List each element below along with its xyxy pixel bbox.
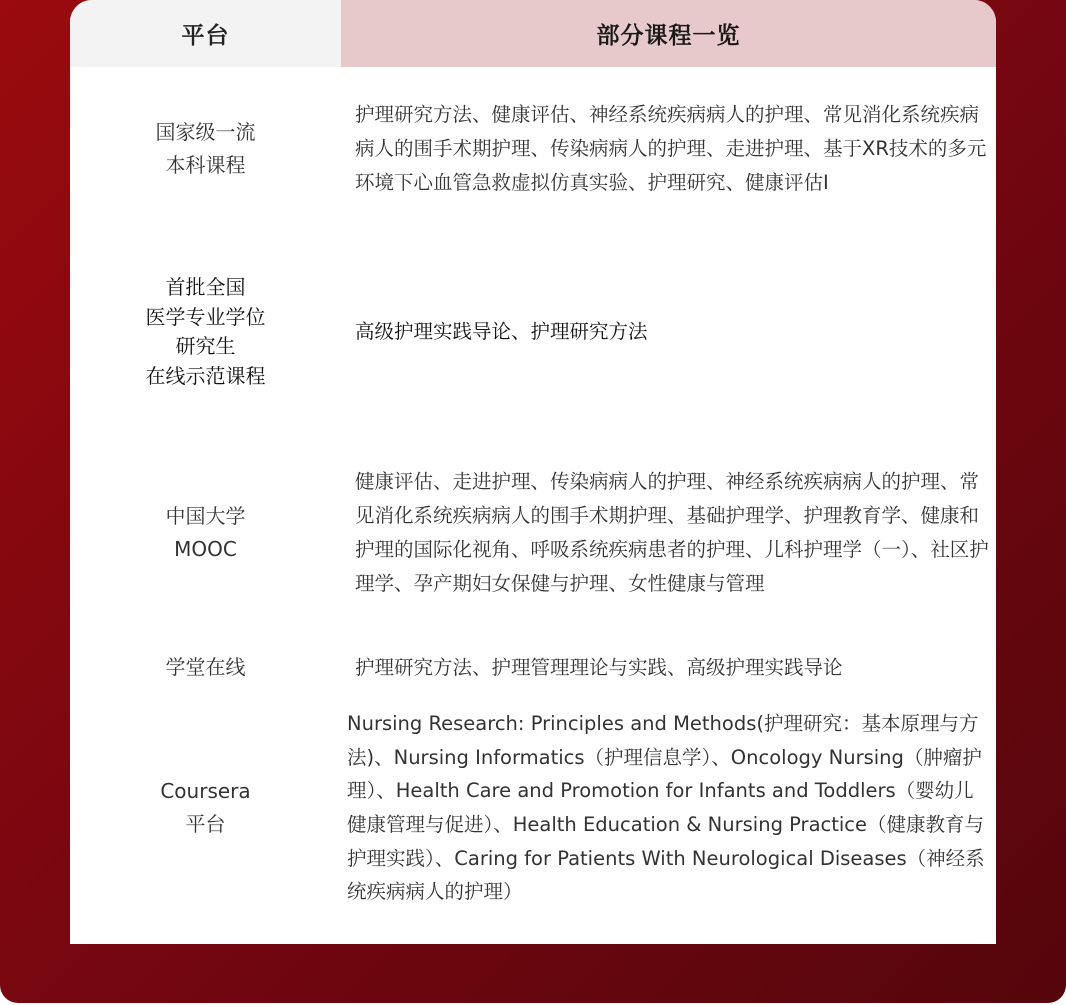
courses-cell: 护理研究方法、护理管理理论与实践、高级护理实践导论 xyxy=(355,655,843,679)
table-header xyxy=(70,0,996,67)
platform-cell: 学堂在线 xyxy=(165,655,246,679)
header-platform: 平台 xyxy=(70,0,341,67)
course-table xyxy=(70,0,996,944)
platform-cell: 国家级一流 本科课程 xyxy=(155,120,256,177)
header-courses: 部分课程一览 xyxy=(341,0,996,67)
table-row xyxy=(70,67,996,231)
table-row xyxy=(70,702,996,914)
platform-cell: 首批全国 医学专业学位 研究生 在线示范课程 xyxy=(145,275,266,388)
platform-cell: 中国大学 MOOC xyxy=(165,504,246,561)
platform-cell: Coursera 平台 xyxy=(160,779,251,836)
courses-cell: 健康评估、走进护理、传染病病人的护理、神经系统疾病病人的护理、常见消化系统疾病病人的围手术期护理、基础护理学、护理教育学、健康和护理的国际化视角、呼吸系统疾病患者的护理、儿科护理学（一）、社区护理学、孕产期妇女保健与护理、女性健康与管理 xyxy=(355,470,989,595)
courses-cell: Nursing Research: Principles and Methods(护理研究：基本原理与方法)、Nursing Informatics（护理信息学）、Oncology Nursing（肿瘤护理）、Health Care and Promotion for Infants and Toddlers（婴幼儿健康管理与促进）、Health Education & Nursing Practice（健康教育与护理实践）、Caring for Patients With Neurological Diseases（神经系统疾病病人的护理） xyxy=(347,712,985,904)
courses-cell: 护理研究方法、健康评估、神经系统疾病病人的护理、常见消化系统疾病病人的围手术期护理、传染病病人的护理、走进护理、基于XR技术的多元环境下心血管急救虚拟仿真实验、护理研究、健康评估Ⅰ xyxy=(355,103,987,194)
table-row xyxy=(70,231,996,433)
table-row xyxy=(70,433,996,633)
courses-cell: 高级护理实践导论、护理研究方法 xyxy=(355,320,648,343)
table-row xyxy=(70,633,996,702)
